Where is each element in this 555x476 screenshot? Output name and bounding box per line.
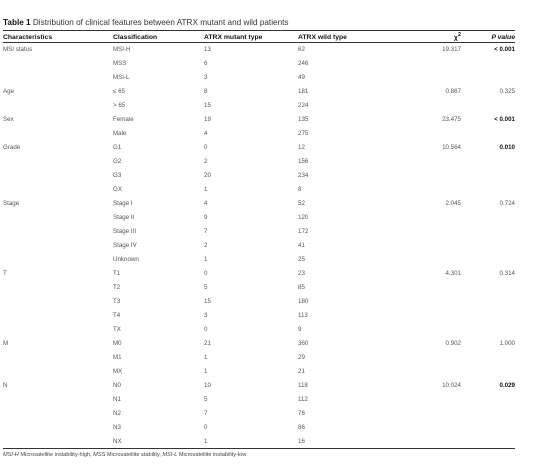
cell-characteristic: T — [3, 269, 7, 277]
cell-p-value: 1.000 — [499, 339, 515, 347]
cell-p-value — [461, 169, 515, 183]
cell-mutant-count: 15 — [204, 102, 211, 110]
table-row — [3, 280, 515, 294]
cell-characteristic — [3, 169, 113, 183]
cell-mutant-count: 6 — [204, 60, 208, 68]
footnote-abbreviation: MSI-L — [162, 452, 178, 458]
cell-chi-square — [393, 57, 461, 71]
cell-chi-square: 2.045 — [445, 200, 461, 208]
cell-p-value — [461, 127, 515, 141]
cell-classification: T4 — [113, 311, 121, 319]
cell-chi-square — [393, 434, 461, 448]
cell-characteristic — [3, 71, 113, 85]
cell-chi-square — [393, 253, 461, 267]
table-row — [3, 253, 515, 267]
cell-p-value: < 0.001 — [494, 46, 515, 54]
cell-mutant-count: 7 — [204, 228, 208, 236]
header-p-value — [461, 31, 515, 43]
cell-characteristic — [3, 211, 113, 225]
table-row — [3, 99, 515, 113]
cell-p-value — [461, 364, 515, 378]
table-row — [3, 183, 515, 197]
cell-characteristic — [3, 57, 113, 71]
cell-wild-count: 113 — [298, 311, 308, 319]
cell-characteristic — [3, 155, 113, 169]
cell-chi-square: 10.564 — [442, 144, 461, 152]
table-row — [3, 127, 515, 141]
clinical-features-table — [3, 30, 515, 449]
cell-classification: T2 — [113, 283, 121, 291]
cell-mutant-count: 10 — [204, 381, 211, 389]
cell-characteristic: M — [3, 339, 9, 347]
cell-classification: N0 — [113, 381, 121, 389]
cell-p-value — [461, 406, 515, 420]
cell-classification: Stage II — [113, 214, 135, 222]
cell-p-value — [461, 239, 515, 253]
footnote-definition: Microsatellite stability, — [105, 452, 163, 458]
cell-characteristic — [3, 127, 113, 141]
cell-classification: Male — [113, 130, 127, 138]
cell-classification: M0 — [113, 339, 122, 347]
table-caption-text: Distribution of clinical features between ATRX mutant and wild patients — [32, 18, 289, 27]
table-row — [3, 197, 515, 211]
cell-wild-count: 112 — [298, 395, 308, 403]
cell-wild-count: 85 — [298, 283, 305, 291]
cell-mutant-count: 19 — [204, 116, 211, 124]
cell-chi-square — [393, 127, 461, 141]
cell-wild-count: 25 — [298, 256, 305, 264]
cell-wild-count: 360 — [298, 339, 309, 347]
table-row — [3, 43, 515, 57]
footnote-abbreviation: MSI-H — [3, 452, 19, 458]
cell-wild-count: 52 — [298, 200, 305, 208]
cell-classification: T3 — [113, 297, 121, 305]
cell-chi-square — [393, 183, 461, 197]
cell-characteristic — [3, 294, 113, 308]
cell-chi-square — [393, 169, 461, 183]
table-row — [3, 378, 515, 392]
cell-classification: MX — [113, 367, 123, 375]
cell-wild-count: 23 — [298, 269, 305, 277]
cell-chi-square — [393, 322, 461, 336]
header-wild: ATRX wild type — [298, 31, 393, 43]
cell-wild-count: 246 — [298, 60, 309, 68]
table-row — [3, 420, 515, 434]
cell-classification: GX — [113, 186, 122, 194]
cell-p-value — [461, 225, 515, 239]
cell-mutant-count: 20 — [204, 172, 211, 180]
cell-mutant-count: 1 — [204, 186, 208, 194]
cell-chi-square — [393, 211, 461, 225]
cell-mutant-count: 1 — [204, 434, 298, 448]
cell-characteristic — [3, 406, 113, 420]
cell-classification: G3 — [113, 172, 122, 180]
cell-characteristic: Sex — [3, 116, 14, 124]
table-row — [3, 406, 515, 420]
cell-p-value — [461, 308, 515, 322]
cell-p-value: 0.724 — [499, 200, 515, 208]
cell-mutant-count: 8 — [204, 88, 208, 96]
cell-p-value — [461, 183, 515, 197]
cell-classification: Stage IV — [113, 242, 137, 250]
cell-p-value — [461, 99, 515, 113]
cell-mutant-count: 4 — [204, 130, 208, 138]
cell-characteristic — [3, 350, 113, 364]
table-row — [3, 155, 515, 169]
cell-mutant-count: 5 — [204, 283, 208, 291]
table-label: Table 1 — [3, 18, 31, 27]
cell-mutant-count: 21 — [204, 339, 211, 347]
cell-p-value — [461, 211, 515, 225]
cell-classification: Female — [113, 116, 134, 124]
cell-mutant-count: 15 — [204, 297, 211, 305]
cell-mutant-count: 13 — [204, 46, 211, 54]
cell-wild-count: 29 — [298, 353, 305, 361]
cell-mutant-count: 4 — [204, 200, 208, 208]
table-row — [3, 322, 515, 336]
header-characteristics: Characteristics — [3, 31, 113, 43]
cell-wild-count: 172 — [298, 228, 309, 236]
cell-classification: T1 — [113, 269, 121, 277]
chi-superscript: 2 — [457, 32, 461, 39]
table-row — [3, 239, 515, 253]
table-row — [3, 336, 515, 350]
cell-p-value — [461, 350, 515, 364]
cell-wild-count: 41 — [298, 242, 305, 250]
table-row — [3, 85, 515, 99]
cell-wild-count: 156 — [298, 158, 309, 166]
cell-chi-square — [393, 239, 461, 253]
p-value-label: P value — [491, 33, 515, 41]
footnote-abbreviation: MSS — [93, 452, 106, 458]
cell-wild-count: 118 — [298, 381, 308, 389]
cell-p-value — [461, 294, 515, 308]
table-row — [3, 71, 515, 85]
table-row — [3, 57, 515, 71]
cell-chi-square — [393, 280, 461, 294]
cell-wild-count: 181 — [298, 88, 309, 96]
cell-classification: MSI-L — [113, 74, 130, 82]
cell-wild-count: 9 — [298, 325, 302, 333]
cell-chi-square: 4.301 — [445, 269, 461, 277]
cell-mutant-count: 0 — [204, 144, 208, 152]
table-row — [3, 294, 515, 308]
cell-p-value: 0.325 — [499, 88, 515, 96]
cell-chi-square — [393, 225, 461, 239]
cell-classification: > 65 — [113, 102, 126, 110]
cell-p-value — [461, 253, 515, 267]
cell-characteristic — [3, 308, 113, 322]
cell-mutant-count: 1 — [204, 353, 208, 361]
cell-p-value — [461, 155, 515, 169]
cell-wild-count: 224 — [298, 102, 309, 110]
cell-classification: TX — [113, 325, 121, 333]
cell-mutant-count: 5 — [204, 395, 208, 403]
cell-classification: MSS — [113, 60, 127, 68]
cell-chi-square — [393, 294, 461, 308]
cell-chi-square — [393, 420, 461, 434]
cell-classification: ≤ 65 — [113, 88, 125, 96]
cell-wild-count: 62 — [298, 46, 305, 54]
cell-characteristic: N — [3, 381, 8, 389]
cell-p-value — [461, 420, 515, 434]
cell-mutant-count: 0 — [204, 325, 208, 333]
cell-classification: N2 — [113, 409, 121, 417]
cell-mutant-count: 9 — [204, 214, 208, 222]
cell-characteristic: MSI status — [3, 46, 33, 54]
cell-characteristic — [3, 392, 113, 406]
cell-p-value: 0.314 — [499, 269, 515, 277]
cell-characteristic — [3, 183, 113, 197]
cell-characteristic — [3, 364, 113, 378]
cell-characteristic — [3, 322, 113, 336]
cell-mutant-count: 2 — [204, 242, 208, 250]
cell-wild-count: 12 — [298, 144, 305, 152]
cell-wild-count: 275 — [298, 130, 309, 138]
cell-wild-count: 120 — [298, 214, 309, 222]
cell-characteristic: Grade — [3, 144, 21, 152]
footnote-definition: Microsatellite instability-low — [177, 452, 247, 458]
cell-chi-square — [393, 71, 461, 85]
table-row — [3, 267, 515, 281]
cell-mutant-count: 0 — [204, 423, 208, 431]
cell-classification: N3 — [113, 423, 121, 431]
table-row — [3, 169, 515, 183]
table-body — [3, 43, 515, 449]
cell-mutant-count: 1 — [204, 367, 208, 375]
cell-mutant-count: 7 — [204, 409, 208, 417]
cell-wild-count: 86 — [298, 423, 305, 431]
cell-wild-count: 21 — [298, 367, 305, 375]
table-caption — [3, 18, 289, 27]
cell-wild-count: 234 — [298, 172, 309, 180]
footnote-definition: Microsatellite instability-high, — [18, 452, 94, 458]
cell-classification: N1 — [113, 395, 121, 403]
cell-chi-square — [393, 364, 461, 378]
header-classification: Classification — [113, 31, 204, 43]
cell-wild-count: 135 — [298, 116, 309, 124]
cell-p-value — [461, 392, 515, 406]
cell-characteristic — [3, 280, 113, 294]
header-mutant: ATRX mutant type — [204, 31, 298, 43]
cell-p-value: 0.029 — [499, 381, 515, 389]
table-row — [3, 350, 515, 364]
cell-chi-square: 19.317 — [442, 46, 461, 54]
cell-characteristic — [3, 239, 113, 253]
cell-mutant-count: 3 — [204, 311, 208, 319]
cell-classification: NX — [113, 434, 204, 448]
cell-wild-count: 49 — [298, 74, 305, 82]
cell-wild-count: 16 — [298, 434, 393, 448]
cell-classification: M1 — [113, 353, 122, 361]
cell-classification: Stage III — [113, 228, 137, 236]
cell-classification: Unknown — [113, 256, 139, 264]
cell-classification: G1 — [113, 144, 122, 152]
cell-p-value: < 0.001 — [494, 116, 515, 124]
cell-chi-square: 0.867 — [445, 88, 461, 96]
cell-mutant-count: 3 — [204, 74, 208, 82]
table-row — [3, 364, 515, 378]
cell-classification: MSI-H — [113, 46, 131, 54]
table-row — [3, 211, 515, 225]
table-row — [3, 141, 515, 155]
cell-chi-square — [393, 406, 461, 420]
cell-characteristic — [3, 253, 113, 267]
cell-wild-count: 180 — [298, 297, 309, 305]
table-row — [3, 434, 515, 448]
cell-chi-square: 23.475 — [442, 116, 461, 124]
table-row — [3, 308, 515, 322]
table-row — [3, 392, 515, 406]
cell-characteristic — [3, 99, 113, 113]
cell-characteristic — [3, 225, 113, 239]
cell-p-value — [461, 322, 515, 336]
cell-wild-count: 8 — [298, 186, 302, 194]
cell-chi-square: 0.902 — [445, 339, 461, 347]
cell-characteristic: Stage — [3, 200, 20, 208]
cell-wild-count: 76 — [298, 409, 305, 417]
table-footnote — [3, 452, 246, 458]
cell-chi-square — [393, 308, 461, 322]
cell-p-value: 0.010 — [499, 144, 515, 152]
cell-classification: Stage I — [113, 200, 133, 208]
cell-chi-square — [393, 392, 461, 406]
cell-p-value — [461, 71, 515, 85]
chi-symbol: χ — [453, 34, 458, 42]
cell-p-value — [461, 280, 515, 294]
cell-mutant-count: 2 — [204, 158, 208, 166]
cell-characteristic: Age — [3, 88, 15, 96]
cell-p-value — [461, 434, 515, 448]
cell-characteristic — [3, 434, 113, 448]
table-row — [3, 113, 515, 127]
table-row — [3, 225, 515, 239]
cell-chi-square — [393, 350, 461, 364]
cell-chi-square — [393, 99, 461, 113]
header-chi-square — [393, 31, 461, 43]
cell-mutant-count: 1 — [204, 256, 208, 264]
cell-characteristic — [3, 420, 113, 434]
cell-p-value — [461, 57, 515, 71]
cell-mutant-count: 0 — [204, 269, 208, 277]
cell-classification: G2 — [113, 158, 122, 166]
table-header-row — [3, 31, 515, 43]
cell-chi-square: 10.024 — [442, 381, 461, 389]
cell-chi-square — [393, 155, 461, 169]
